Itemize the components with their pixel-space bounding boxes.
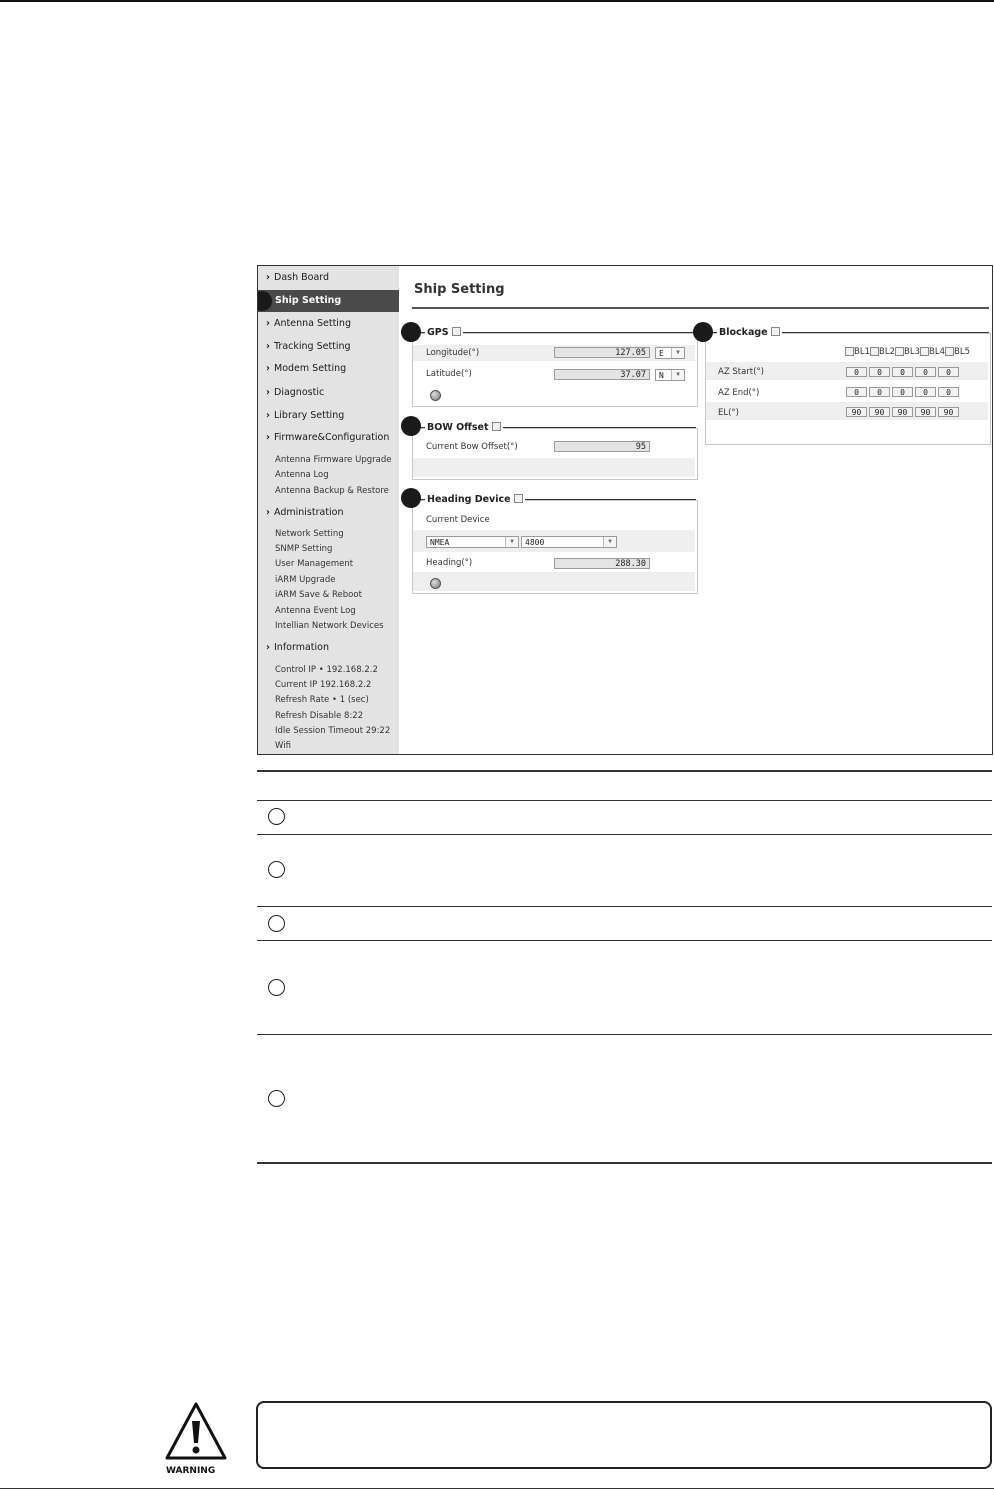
bottom-rule: [0, 1488, 994, 1489]
sidebar-item-ship-setting[interactable]: Ship Setting: [258, 290, 399, 312]
callout-circle-5: [268, 1090, 285, 1107]
el-label: EL(°): [718, 408, 739, 418]
chevron-down-icon: ▼: [671, 370, 684, 380]
sidebar-item-modem-setting[interactable]: › Modem Setting: [266, 363, 347, 374]
callout-circle-2: [268, 861, 285, 878]
heading-checkbox[interactable]: [514, 494, 523, 503]
table-bottom-rule: [257, 1162, 992, 1164]
row-bg: [413, 458, 695, 477]
az-end-bl1[interactable]: 0: [846, 387, 867, 397]
info-control-ip: Control IP • 192.168.2.2: [275, 665, 378, 675]
sidebar-subitem[interactable]: Antenna Log: [275, 470, 329, 480]
bow-field[interactable]: 95: [554, 441, 650, 452]
el-bl3[interactable]: 90: [892, 407, 913, 417]
callout-marker-3: [401, 416, 421, 436]
gps-title: GPS: [425, 326, 463, 338]
sidebar-item-library-setting[interactable]: › Library Setting: [266, 410, 345, 421]
top-rule: [0, 0, 994, 2]
blockage-checkbox[interactable]: [771, 327, 780, 336]
sidebar-item-administration[interactable]: › Administration: [266, 507, 344, 518]
longitude-dir-select[interactable]: E ▼: [655, 347, 685, 359]
latitude-label: Latitude(°): [426, 369, 472, 379]
sidebar-subitem[interactable]: Intellian Network Devices: [275, 621, 384, 631]
info-wifi: Wifi: [275, 741, 291, 751]
warning-label: WARNING: [166, 1466, 216, 1476]
sidebar-item-diagnostic[interactable]: › Diagnostic: [266, 387, 325, 398]
longitude-label: Longitude(°): [426, 348, 480, 358]
chevron-down-icon: ▼: [603, 537, 616, 547]
sidebar-subitem[interactable]: Antenna Event Log: [275, 606, 356, 616]
latitude-field[interactable]: 37.07: [554, 369, 650, 380]
web-ui-screenshot: [257, 265, 993, 755]
heading-label: Heading(°): [426, 558, 473, 568]
heading-title: Heading Device: [425, 493, 525, 505]
info-refresh-rate: Refresh Rate • 1 (sec): [275, 695, 369, 705]
el-bl4[interactable]: 90: [915, 407, 936, 417]
el-bl2[interactable]: 90: [869, 407, 890, 417]
az-end-label: AZ End(°): [718, 388, 760, 398]
az-end-bl4[interactable]: 0: [915, 387, 936, 397]
page-title: Ship Setting: [414, 282, 505, 297]
bl3-label: BL3: [904, 347, 920, 357]
sidebar-subitem[interactable]: Antenna Backup & Restore: [275, 486, 389, 496]
longitude-field[interactable]: 127.05: [554, 347, 650, 358]
az-start-bl4[interactable]: 0: [915, 367, 936, 377]
bl2-label: BL2: [879, 347, 895, 357]
bow-checkbox[interactable]: [492, 422, 501, 431]
heading-status-led-icon: [430, 578, 441, 589]
warning-box: [256, 1401, 992, 1469]
sidebar-item-firmware[interactable]: › Firmware&Configuration: [266, 432, 390, 443]
callout-marker-4: [401, 488, 421, 508]
info-idle-timeout: Idle Session Timeout 29:22: [275, 726, 391, 736]
bow-label: Current Bow Offset(°): [426, 442, 518, 452]
warning-triangle-icon: [164, 1401, 228, 1463]
az-end-bl3[interactable]: 0: [892, 387, 913, 397]
info-current-ip: Current IP 192.168.2.2: [275, 680, 372, 690]
bl4-checkbox[interactable]: [920, 347, 929, 356]
sidebar-subitem[interactable]: User Management: [275, 559, 354, 569]
table-rule: [257, 834, 992, 835]
sidebar-item-dash-board[interactable]: › Dash Board: [266, 272, 330, 283]
table-rule: [257, 940, 992, 941]
table-rule: [257, 800, 992, 801]
chevron-down-icon: ▼: [671, 348, 684, 358]
bl1-label: BL1: [854, 347, 870, 357]
az-start-bl5[interactable]: 0: [938, 367, 959, 377]
sidebar-item-information[interactable]: › Information: [266, 642, 329, 653]
az-start-label: AZ Start(°): [718, 367, 764, 377]
bl3-checkbox[interactable]: [895, 347, 904, 356]
sidebar-item-antenna-setting[interactable]: › Antenna Setting: [266, 318, 351, 329]
callout-marker-5: [693, 322, 713, 342]
table-top-rule: [257, 770, 992, 772]
bl4-label: BL4: [929, 347, 945, 357]
callout-marker-2: [401, 322, 421, 342]
sidebar-subitem[interactable]: SNMP Setting: [275, 544, 333, 554]
el-bl1[interactable]: 90: [846, 407, 867, 417]
table-rule: [257, 1034, 992, 1035]
blockage-title: Blockage: [717, 326, 782, 338]
latitude-dir-select[interactable]: N ▼: [655, 369, 685, 381]
sidebar-subitem[interactable]: Antenna Firmware Upgrade: [275, 455, 392, 465]
callout-circle-3: [268, 915, 285, 932]
info-refresh-disable: Refresh Disable 8:22: [275, 711, 364, 721]
az-end-bl5[interactable]: 0: [938, 387, 959, 397]
device-select[interactable]: NMEA ▼: [426, 536, 519, 548]
callout-circle-1: [268, 808, 285, 825]
callout-circle-4: [268, 979, 285, 996]
bow-title: BOW Offset: [425, 421, 503, 433]
row-bg: [413, 572, 695, 591]
sidebar-subitem[interactable]: Network Setting: [275, 529, 344, 539]
current-device-label: Current Device: [426, 515, 490, 525]
baud-select[interactable]: 4800 ▼: [521, 536, 617, 548]
gps-status-led-icon: [430, 390, 441, 401]
bl2-checkbox[interactable]: [870, 347, 879, 356]
main-panel: [399, 266, 992, 754]
sidebar-subitem[interactable]: iARM Upgrade: [275, 575, 336, 585]
table-rule: [257, 906, 992, 907]
chevron-down-icon: ▼: [505, 537, 518, 547]
az-start-bl3[interactable]: 0: [892, 367, 913, 377]
sidebar-item-tracking-setting[interactable]: › Tracking Setting: [266, 341, 351, 352]
az-start-bl2[interactable]: 0: [869, 367, 890, 377]
sidebar-subitem[interactable]: iARM Save & Reboot: [275, 590, 362, 600]
az-start-bl1[interactable]: 0: [846, 367, 867, 377]
bl5-label: BL5: [954, 347, 970, 357]
heading-field[interactable]: 288.30: [554, 558, 650, 569]
title-divider: [412, 307, 989, 309]
gps-checkbox[interactable]: [452, 327, 461, 336]
bl1-checkbox[interactable]: [845, 347, 854, 356]
sidebar: [258, 266, 399, 754]
az-end-bl2[interactable]: 0: [869, 387, 890, 397]
bl5-checkbox[interactable]: [945, 347, 954, 356]
el-bl5[interactable]: 90: [938, 407, 959, 417]
